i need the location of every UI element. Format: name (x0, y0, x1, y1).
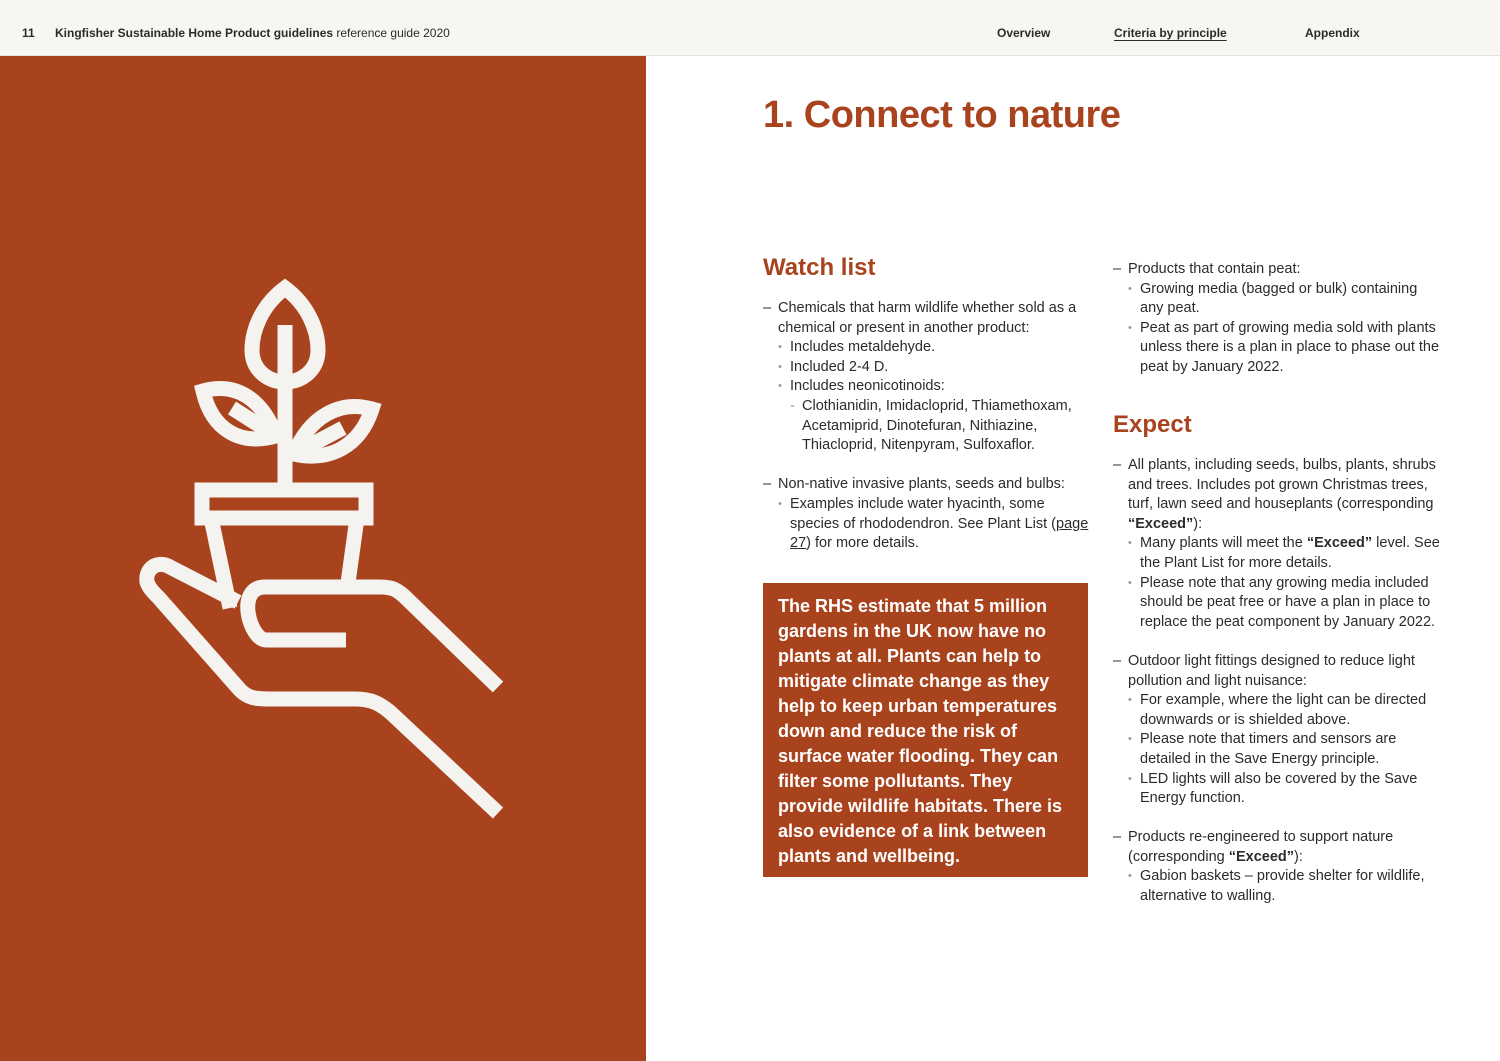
document-title-rest: reference guide 2020 (333, 26, 450, 40)
watch-subitem: • Peat as part of growing media sold with plants unless there is a plan in place to phase out the peat by January 2022. (1128, 319, 1443, 378)
expect-subitem: • Please note that timers and sensors are detailed in the Save Energy principle. (1128, 730, 1443, 769)
illustration-panel (0, 56, 646, 1061)
expect-item (1113, 828, 1443, 906)
expect-item (1113, 652, 1443, 809)
watch-subitem (778, 495, 1095, 554)
watch-subitem: • Included 2-4 D. (778, 358, 1095, 378)
expect-subitem-text: Many plants will meet the (1140, 535, 1307, 552)
expect-item-text: All plants, including seeds, bulbs, plants, shrubs and trees. Includes pot grown Christmas trees, turf, lawn seed and houseplants (corresponding (1128, 457, 1436, 513)
page-title: 1. Connect to nature (763, 94, 1121, 136)
watch-subitem (778, 377, 1095, 455)
watch-list-column-2 (1113, 260, 1443, 378)
neonicotinoid-list: - Clothianidin, Imidacloprid, Thiamethoxam, Acetamiprid, Dinotefuran, Nithiazine, Thiacloprid, Nitenpyram, Sulfoxaflor. (790, 397, 1095, 456)
expect-column (1113, 456, 1443, 907)
watch-subitem-text: Includes neonicotinoids: (790, 378, 945, 395)
nav-criteria-by-principle[interactable]: Criteria by principle (1114, 26, 1227, 40)
document-title (55, 26, 450, 40)
rhs-callout: The RHS estimate that 5 million gardens in the UK now have no plants at all. Plants can help to mitigate climate change as they help to keep urban temperatures down and reduce the risk of surface water flooding. They can filter some pollutants. They provide wildlife habitats. There is also evidence of a link between plants and wellbeing. (763, 583, 1088, 877)
watch-item-text: Products that contain peat: (1128, 261, 1301, 277)
exceed-label: “Exceed” (1128, 515, 1194, 532)
page-number: 11 (22, 26, 35, 40)
nav-overview[interactable]: Overview (997, 26, 1051, 40)
page-27-link[interactable]: page 27 (790, 515, 1089, 552)
header-bar (0, 0, 1500, 56)
watch-list-item (763, 299, 1095, 456)
expect-subitem: • Please note that any growing media included should be peat free or have a plan in place to replace the peat component by January 2022. (1128, 574, 1443, 633)
watch-subitem-text: ) for more details. (806, 535, 919, 552)
watch-subitem: • Growing media (bagged or bulk) containing any peat. (1128, 280, 1443, 319)
expect-item-text: ): (1294, 848, 1303, 865)
expect-item (1113, 456, 1443, 632)
watch-list-column (763, 299, 1095, 554)
expect-item-text: Outdoor light fittings designed to reduce light pollution and light nuisance: (1128, 652, 1415, 689)
expect-subitem: • For example, where the light can be directed downwards or is shielded above. (1128, 691, 1443, 730)
document-title-bold: Kingfisher Sustainable Home Product guidelines (55, 26, 334, 40)
watch-list-item (1113, 260, 1443, 378)
watch-list-item (763, 475, 1095, 553)
expect-item-text: Products re-engineered to support nature (corresponding (1128, 829, 1394, 865)
nav-appendix[interactable]: Appendix (1305, 26, 1360, 40)
watch-item-text: Non-native invasive plants, seeds and bulbs: (778, 476, 1065, 493)
watch-item-text: Chemicals that harm wildlife whether sold as a chemical or present in another product: (778, 300, 1077, 336)
expect-subitem: • Gabion baskets – provide shelter for wildlife, alternative to walling. (1128, 867, 1443, 906)
expect-subitem (1128, 534, 1443, 573)
expect-item-text: ): (1193, 515, 1203, 532)
expect-subitem-text: level. See the Plant List for more details. (1140, 535, 1440, 571)
plant-in-hand-icon (0, 56, 646, 1061)
watch-subitem: • Includes metaldehyde. (778, 338, 1095, 358)
expect-subitem: • LED lights will also be covered by the Save Energy function. (1128, 770, 1443, 809)
watch-list-heading: Watch list (763, 254, 876, 281)
expect-heading: Expect (1113, 411, 1192, 438)
watch-subitem-text: Examples include water hyacinth, some species of rhododendron. See Plant List ( (790, 495, 1056, 532)
exceed-label: “Exceed” (1306, 535, 1373, 552)
exceed-label: “Exceed” (1228, 848, 1295, 865)
